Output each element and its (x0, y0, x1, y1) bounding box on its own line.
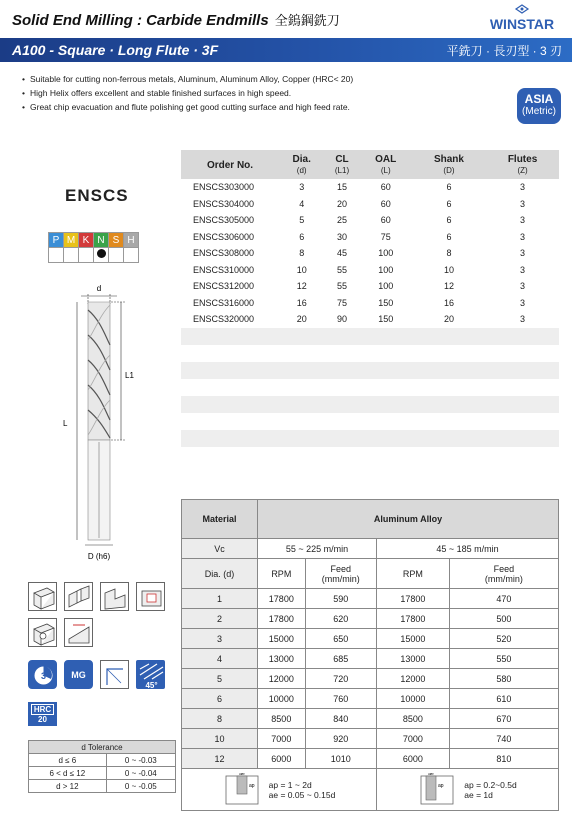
table-row (29, 780, 176, 793)
table-cell: 740 (449, 729, 558, 749)
table-cell: 20 (336, 198, 347, 209)
helix-angle-value: 45° (145, 681, 158, 690)
table-cell: 20 (443, 314, 454, 325)
empty-row (181, 396, 559, 413)
vc-value-right: 45 ~ 185 m/min (376, 539, 558, 559)
table-row (182, 649, 559, 669)
table-cell: 10 (296, 264, 307, 275)
table-cell: 0 ~ -0.04 (106, 767, 175, 780)
table-cell: 12000 (258, 669, 306, 689)
endmill-drawing (55, 280, 145, 565)
vc-value-left: 55 ~ 225 m/min (258, 539, 377, 559)
ap-tag: ap (248, 782, 255, 789)
winstar-logo (480, 4, 564, 34)
order-number-cell: ENSCS303000 (193, 182, 255, 193)
dim-shank-label: D (h6) (87, 552, 111, 561)
order-col-header (279, 150, 324, 179)
hrc-label: HRC (31, 704, 54, 715)
tolerance-table (28, 740, 176, 793)
material-letter-m: M (64, 233, 79, 248)
table-cell: 10000 (258, 689, 306, 709)
table-cell: 6 (299, 231, 305, 242)
header-main: Order No. (206, 159, 254, 171)
table-cell: 0 ~ -0.03 (106, 754, 175, 767)
table-row (181, 311, 559, 328)
empty-row (181, 413, 559, 430)
header-main: OAL (375, 154, 397, 165)
table-cell: 6 (446, 215, 452, 226)
material-value: Aluminum Alloy (258, 500, 559, 539)
table-row (181, 196, 559, 213)
feed-header-right (449, 559, 558, 589)
table-cell: 16 (443, 297, 454, 308)
table-cell: 6 < d ≤ 12 (29, 767, 107, 780)
table-cell: 17800 (258, 589, 306, 609)
table-cell: 3 (520, 215, 526, 226)
table-cell: 3 (520, 182, 526, 193)
header-sub: (d) (296, 166, 307, 175)
suitable-dot-icon (97, 249, 106, 258)
order-col-header (412, 150, 486, 179)
slotting-icon (64, 582, 93, 611)
table-cell: 920 (305, 729, 376, 749)
table-cell: 16 (296, 297, 307, 308)
table-row (182, 609, 559, 629)
table-row (182, 669, 559, 689)
dim-l1-label: L1 (125, 371, 134, 380)
table-row (181, 229, 559, 246)
table-cell: 550 (449, 649, 558, 669)
ramping-icon (64, 618, 93, 647)
empty-row (181, 379, 559, 396)
table-cell: 150 (378, 297, 394, 308)
table-cell: 3 (520, 281, 526, 292)
table-cell: 30 (336, 231, 347, 242)
header-main: CL (335, 154, 349, 165)
table-cell: 4 (299, 198, 305, 209)
table-cell: 17800 (258, 609, 306, 629)
table-cell: 590 (305, 589, 376, 609)
table-cell: 13000 (376, 649, 449, 669)
empty-row (181, 345, 559, 362)
helix-angle-icon (136, 660, 165, 689)
ae-left: ae = 0.05 ~ 0.15d (268, 789, 336, 800)
table-cell: 8500 (376, 709, 449, 729)
ae-tag: ae (238, 772, 245, 777)
table-cell: 13000 (258, 649, 306, 669)
table-cell: 6 (446, 182, 452, 193)
feed-label: Feed (493, 563, 515, 574)
slotting-diagram-icon (223, 773, 261, 807)
order-table (181, 150, 559, 464)
cutting-conditions-table (181, 499, 559, 811)
table-cell: 90 (336, 314, 347, 325)
table-cell: 3 (520, 231, 526, 242)
table-cell: 670 (449, 709, 558, 729)
header-main: Dia. (292, 154, 311, 165)
order-col-header (486, 150, 559, 179)
region-badge (517, 88, 561, 124)
product-bar (0, 38, 572, 62)
table-cell: 55 (336, 281, 347, 292)
table-cell: 810 (449, 749, 558, 769)
table-cell: 6 (446, 231, 452, 242)
dia-label: Dia. (d) (182, 559, 258, 589)
header-main: Shank (433, 154, 464, 165)
table-cell: 15000 (376, 629, 449, 649)
table-cell: 3 (299, 182, 305, 193)
coating-icon: MG (64, 660, 93, 689)
shoulder-milling-icon (100, 582, 129, 611)
table-cell: 3 (520, 198, 526, 209)
empty-row (181, 362, 559, 379)
table-row (182, 709, 559, 729)
table-cell: 45 (336, 248, 347, 259)
ap-right: ap = 0.2~0.5d (464, 779, 517, 790)
material-letter-s: S (109, 233, 124, 248)
feed-unit: (mm/min) (484, 573, 523, 584)
table-row (29, 754, 176, 767)
table-cell: d ≤ 6 (29, 754, 107, 767)
square-end-icon (100, 660, 129, 689)
table-cell: 15 (336, 182, 347, 193)
header-sub: (L) (380, 166, 391, 175)
table-cell: 60 (380, 182, 391, 193)
table-row (181, 262, 559, 279)
table-row (181, 212, 559, 229)
series-code: ENSCS (65, 186, 129, 205)
empty-row (181, 447, 559, 464)
diameter-cell: 5 (182, 669, 258, 689)
table-cell: 470 (449, 589, 558, 609)
plunge-icon (28, 618, 57, 647)
table-cell: 650 (305, 629, 376, 649)
table-row (182, 689, 559, 709)
feed-header-left (305, 559, 376, 589)
dim-d-label: d (96, 284, 102, 293)
table-cell: 17800 (376, 589, 449, 609)
table-cell: 8500 (258, 709, 306, 729)
diameter-cell: 1 (182, 589, 258, 609)
slotting-condition (182, 769, 377, 811)
diameter-cell: 4 (182, 649, 258, 669)
table-row (181, 278, 559, 295)
table-cell: 5 (299, 215, 305, 226)
table-cell: 20 (296, 314, 307, 325)
table-cell: 8 (446, 248, 452, 259)
table-cell: 8 (299, 248, 305, 259)
table-row (181, 295, 559, 312)
table-row (181, 245, 559, 262)
side-milling-icon (28, 582, 57, 611)
feed-label: Feed (330, 563, 352, 574)
diameter-cell: 12 (182, 749, 258, 769)
table-row (182, 729, 559, 749)
vc-label: Vc (182, 539, 258, 559)
feature-item: • Suitable for cutting non-ferrous metals, Aluminum, Aluminum Alloy, Copper (HRC< 20) (22, 72, 353, 86)
table-cell: d > 12 (29, 780, 107, 793)
table-cell: 55 (336, 264, 347, 275)
empty-row (181, 430, 559, 447)
order-number-cell: ENSCS316000 (193, 297, 255, 308)
table-cell: 60 (380, 215, 391, 226)
feature-item: • Great chip evacuation and flute polishing get good cutting surface and high feed rate. (22, 100, 353, 114)
table-cell: 75 (380, 231, 391, 242)
material-cell-s (109, 248, 124, 263)
order-number-cell: ENSCS306000 (193, 231, 255, 242)
order-number-cell: ENSCS305000 (193, 215, 255, 226)
table-cell: 15000 (258, 629, 306, 649)
diameter-cell: 10 (182, 729, 258, 749)
table-cell: 100 (378, 281, 394, 292)
diameter-cell: 2 (182, 609, 258, 629)
title-text: Solid End Milling : Carbide Endmills (12, 12, 269, 29)
header-sub: (Z) (517, 166, 528, 175)
material-cell-p (49, 248, 64, 263)
diameter-cell: 8 (182, 709, 258, 729)
table-cell: 3 (520, 248, 526, 259)
ap-tag: ap (438, 782, 444, 789)
material-letter-h: H (124, 233, 139, 248)
table-cell: 7000 (376, 729, 449, 749)
title-cjk: 全鎢鋼銑刀 (274, 13, 340, 28)
material-cell-n (94, 248, 109, 263)
order-col-header (324, 150, 359, 179)
tolerance-title: d Tolerance (29, 741, 176, 754)
material-suitability-grid (48, 232, 139, 263)
table-cell: 3 (520, 297, 526, 308)
table-cell: 720 (305, 669, 376, 689)
diameter-cell: 3 (182, 629, 258, 649)
hrc-badge (28, 702, 57, 726)
table-cell: 25 (336, 215, 347, 226)
ap-left: ap = 1 ~ 2d (268, 779, 312, 790)
header-sub: (D) (443, 166, 455, 175)
side-milling-diagram-icon (418, 773, 456, 807)
material-cell-m (64, 248, 79, 263)
material-letter-k: K (79, 233, 94, 248)
header-main: Flutes (507, 154, 538, 165)
hrc-value: 20 (38, 715, 47, 724)
table-cell: 520 (449, 629, 558, 649)
table-row (182, 749, 559, 769)
ae-tag: ae (428, 772, 435, 777)
feed-unit: (mm/min) (321, 573, 360, 584)
table-cell: 840 (305, 709, 376, 729)
region-badge-line1: ASIA (524, 92, 554, 106)
table-row (181, 179, 559, 196)
table-row (29, 767, 176, 780)
table-cell: 60 (380, 198, 391, 209)
table-cell: 6000 (376, 749, 449, 769)
rpm-header-left: RPM (258, 559, 306, 589)
table-cell: 580 (449, 669, 558, 689)
feature-list (22, 72, 353, 114)
order-number-cell: ENSCS310000 (193, 264, 255, 275)
three-flute-icon (28, 660, 57, 689)
table-cell: 150 (378, 314, 394, 325)
material-letter-p: P (49, 233, 64, 248)
order-col-header (181, 150, 279, 179)
table-cell: 760 (305, 689, 376, 709)
material-cell-k (79, 248, 94, 263)
feature-item: • High Helix offers excellent and stable finished surfaces in high speed. (22, 86, 353, 100)
product-name-cjk: 平銑刀 · 長刃型 · 3 刃 (446, 43, 562, 58)
table-cell: 17800 (376, 609, 449, 629)
material-cell-h (124, 248, 139, 263)
table-cell: 3 (520, 264, 526, 275)
empty-row (181, 328, 559, 345)
rpm-header-right: RPM (376, 559, 449, 589)
order-col-header (360, 150, 412, 179)
material-header: Material (182, 500, 258, 539)
table-cell: 0 ~ -0.05 (106, 780, 175, 793)
order-number-cell: ENSCS312000 (193, 281, 255, 292)
table-cell: 100 (378, 248, 394, 259)
header-sub: (L1) (334, 166, 350, 175)
dim-l-label: L (63, 419, 68, 428)
table-cell: 12 (296, 281, 307, 292)
table-cell: 620 (305, 609, 376, 629)
page-title (12, 10, 340, 29)
table-row (182, 589, 559, 609)
order-number-cell: ENSCS320000 (193, 314, 255, 325)
order-number-cell: ENSCS308000 (193, 248, 255, 259)
table-cell: 1010 (305, 749, 376, 769)
side-milling-condition (376, 769, 558, 811)
table-cell: 500 (449, 609, 558, 629)
table-cell: 685 (305, 649, 376, 669)
table-cell: 6 (446, 198, 452, 209)
table-cell: 12 (443, 281, 454, 292)
ae-right: ae = 1d (464, 789, 493, 800)
table-cell: 10000 (376, 689, 449, 709)
material-letter-n: N (94, 233, 109, 248)
pocket-milling-icon (136, 582, 165, 611)
table-cell: 75 (336, 297, 347, 308)
table-cell: 100 (378, 264, 394, 275)
table-row (182, 629, 559, 649)
table-cell: 7000 (258, 729, 306, 749)
table-cell: 6000 (258, 749, 306, 769)
table-cell: 10 (443, 264, 454, 275)
region-badge-line2: (Metric) (522, 106, 556, 117)
table-cell: 610 (449, 689, 558, 709)
table-cell: 12000 (376, 669, 449, 689)
flute-count: 3 (40, 671, 47, 681)
brand-text: WINSTAR (489, 16, 555, 32)
order-number-cell: ENSCS304000 (193, 198, 255, 209)
diameter-cell: 6 (182, 689, 258, 709)
product-name: A100 - Square · Long Flute · 3F (12, 42, 219, 58)
table-cell: 3 (520, 314, 526, 325)
